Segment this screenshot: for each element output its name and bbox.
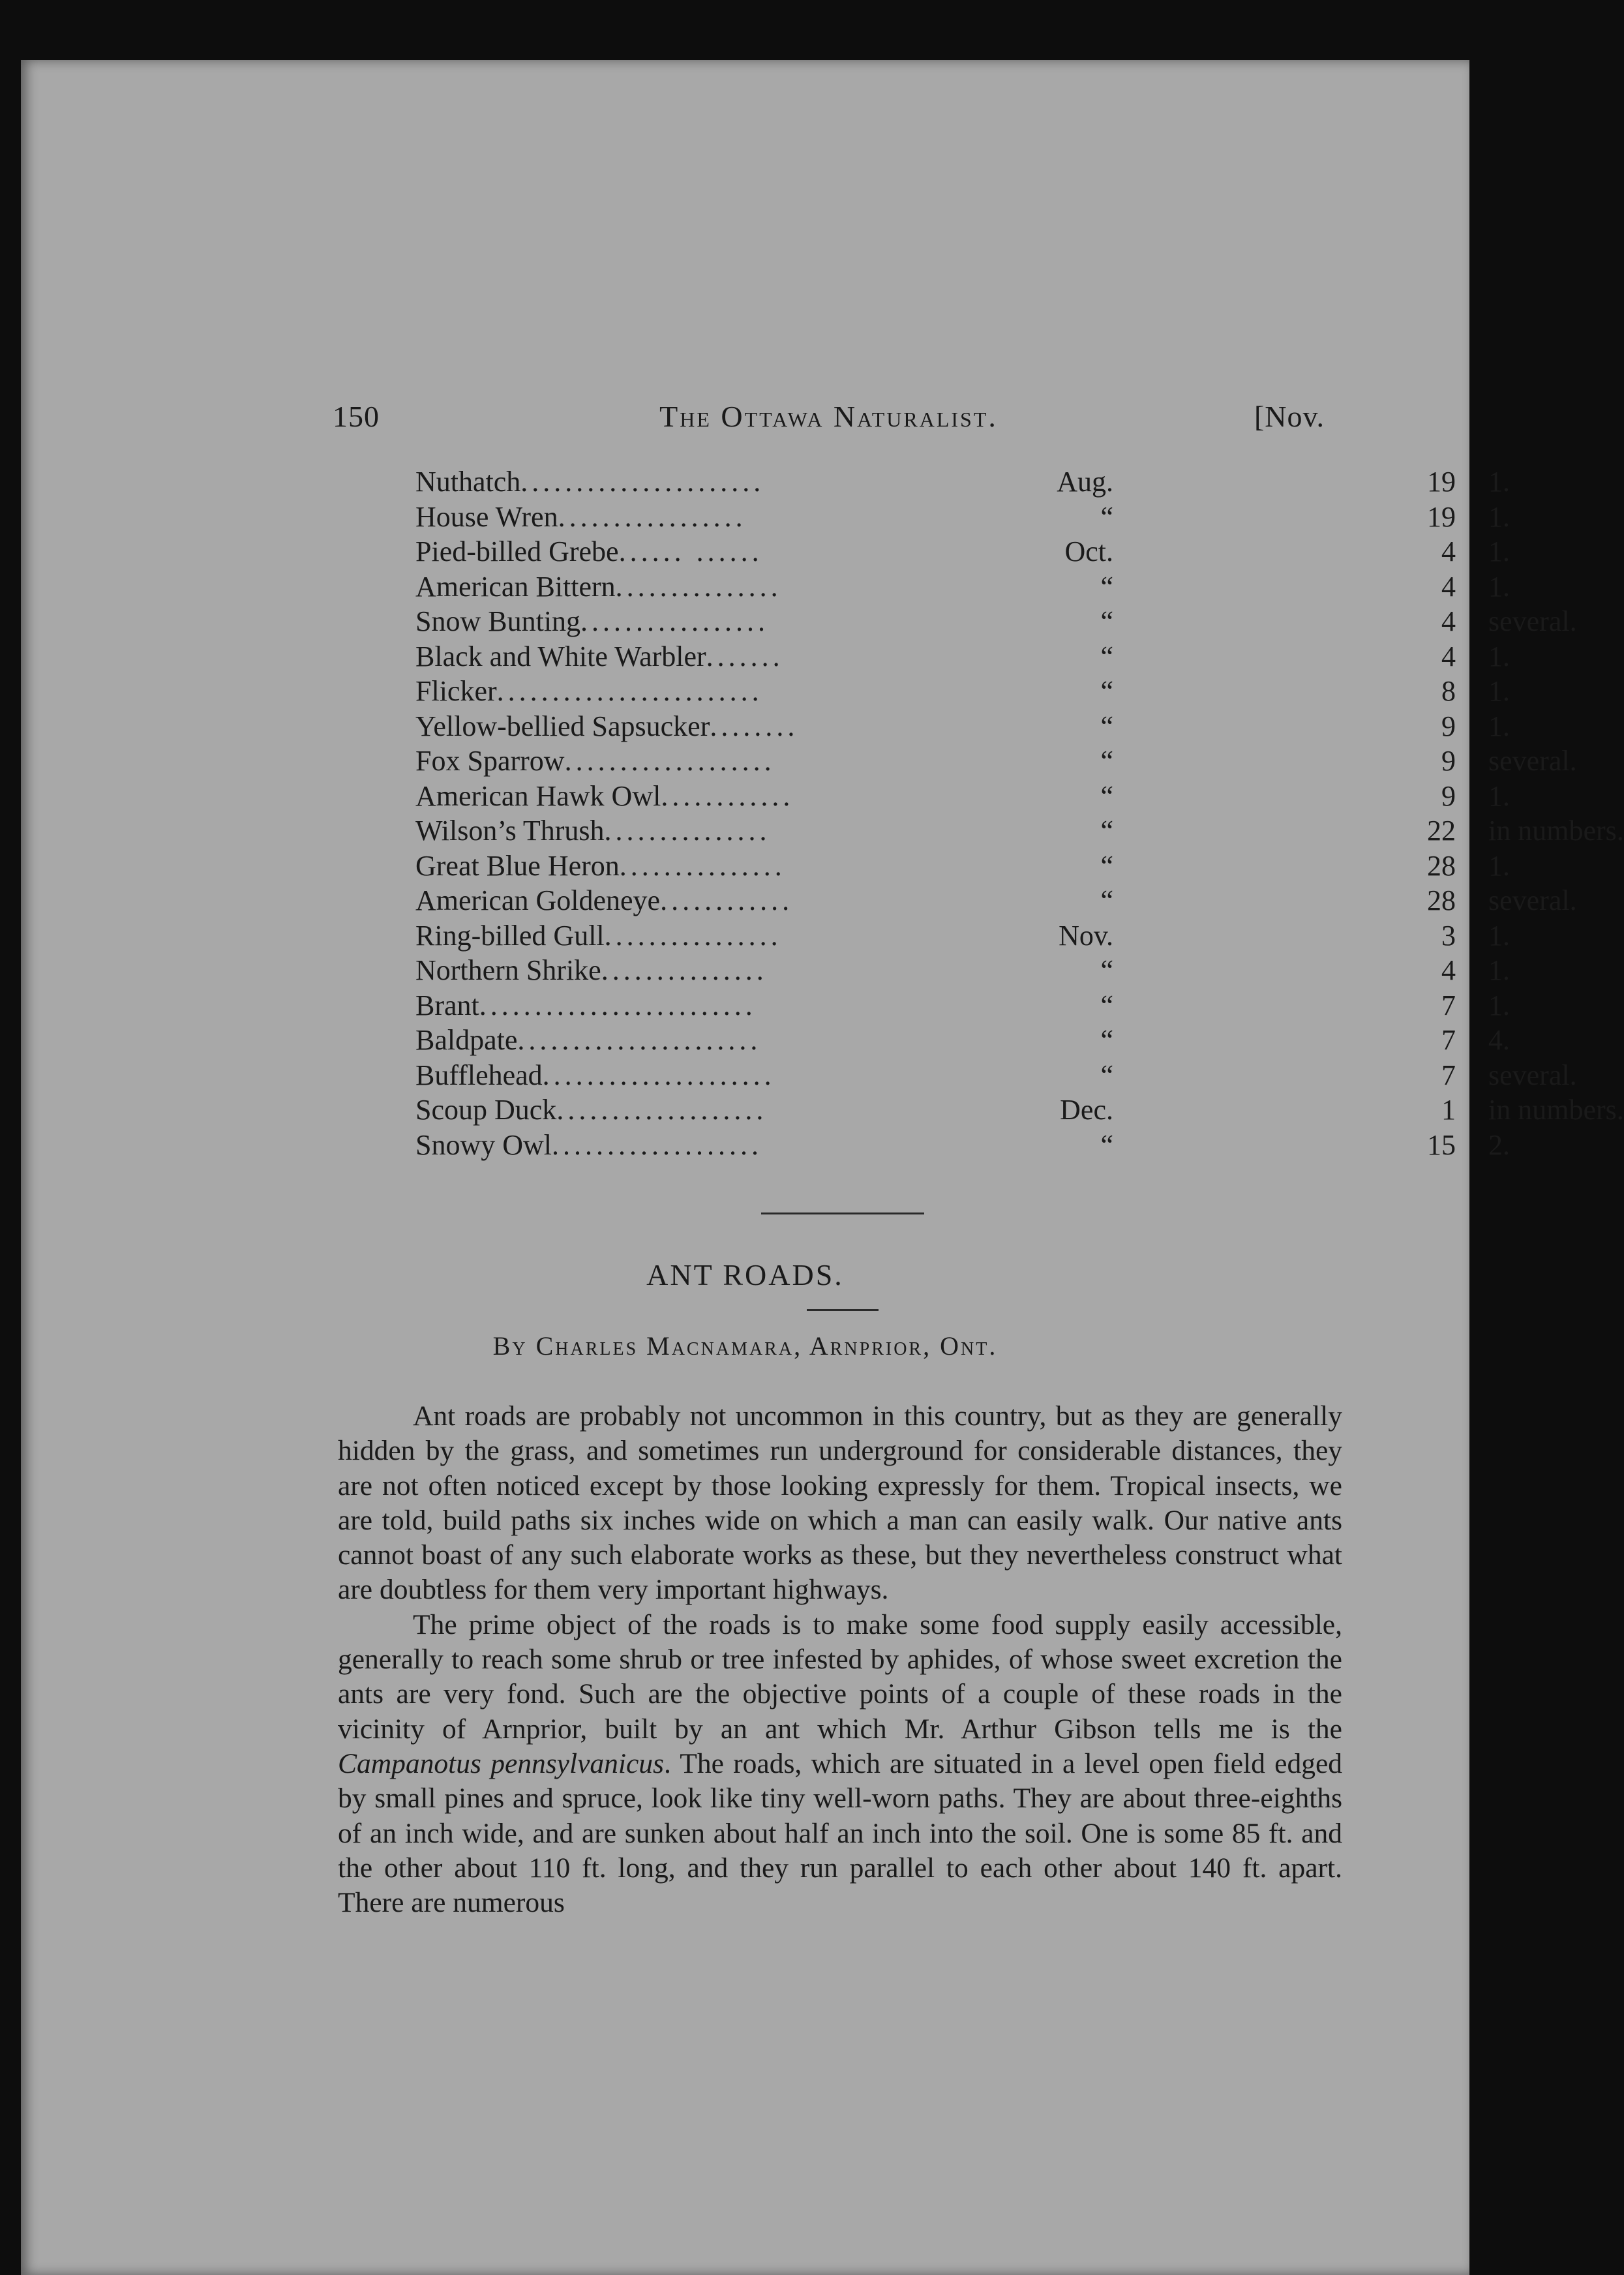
paragraph-2-text-a: The prime object of the roads is to make some food supply easily accessible, generally to reach some shrub or tree infested by aphides, of whose sweet excretion the ants are very fond. Such are the objective points of a couple of these roads in the vicinity of Arnprior, built by an ant which Mr. Arthur Gibson tells me is the (338, 1608, 1342, 1745)
dot-leader: ................... (564, 745, 775, 777)
dot-leader: ........................ (496, 675, 763, 707)
bird-record-row (415, 779, 1510, 814)
record-day: 3 (1441, 919, 1456, 952)
record-day: 1 (1441, 1094, 1456, 1126)
record-month: “ (1100, 1128, 1113, 1161)
record-month: “ (1100, 849, 1113, 882)
dot-leader: ...... ...... (618, 535, 763, 567)
record-count: 1. (1488, 535, 1510, 567)
record-day: 15 (1427, 1128, 1456, 1161)
bird-record-row (415, 534, 1510, 569)
bird-record-row (415, 953, 1510, 988)
bird-records-list (415, 464, 1624, 1162)
title-rule (807, 1309, 879, 1311)
record-count: several. (1488, 605, 1577, 637)
record-day: 28 (1427, 849, 1456, 882)
record-day: 8 (1441, 675, 1456, 707)
record-month: “ (1100, 954, 1113, 986)
record-count: 1. (1488, 989, 1510, 1021)
header-month: [Nov. (1254, 400, 1325, 433)
species-name: Campanotus pennsylvanicus (338, 1747, 664, 1779)
record-count: 1. (1488, 919, 1510, 952)
bird-name: American Bittern............... (415, 570, 782, 603)
record-count: in numbers. (1488, 1094, 1624, 1126)
record-count: 1. (1488, 849, 1510, 882)
bird-record-row (415, 1023, 1510, 1058)
dot-leader: ............... (601, 954, 768, 986)
dot-leader: ............ (661, 779, 794, 812)
bird-name: Scoup Duck................... (415, 1094, 768, 1126)
dot-leader: ........ (710, 710, 799, 742)
article-byline: By Charles Macnamara, Arnprior, Ont. (492, 1331, 998, 1361)
record-count: several. (1488, 745, 1577, 777)
record-day: 4 (1441, 535, 1456, 567)
record-month: “ (1100, 745, 1113, 777)
bird-name: Brant......................... (415, 989, 757, 1021)
record-day: 4 (1441, 954, 1456, 986)
bird-record-row (415, 639, 1510, 674)
dot-leader: ................. (580, 605, 770, 637)
bird-name: Great Blue Heron............... (415, 849, 786, 882)
record-count: 1. (1488, 954, 1510, 986)
record-month: “ (1100, 640, 1113, 672)
record-day: 4 (1441, 605, 1456, 637)
article-title: ANT ROADS. (646, 1258, 844, 1291)
bird-record-row (415, 1058, 1577, 1093)
record-day: 9 (1441, 745, 1456, 777)
dot-leader: ................... (552, 1128, 763, 1161)
bird-record-row (415, 709, 1510, 744)
record-month: “ (1100, 500, 1113, 533)
paragraph-2-text-b: . The roads, which are situated in a level open field edged by small pines and spruce, look like tiny well-worn paths. They are about three-eighths of an inch wide, and are sunken about half an inch into the soil. One is some 85 ft. and the other about 110 ft. long, and they run parallel to each other about 140 ft. apart. There are numerous (338, 1747, 1342, 1919)
bird-name: Pied-billed Grebe...... ...... (415, 535, 763, 567)
record-day: 28 (1427, 884, 1456, 916)
bird-name: Baldpate...................... (415, 1024, 762, 1056)
record-day: 9 (1441, 779, 1456, 812)
record-month: “ (1100, 779, 1113, 812)
record-count: 2. (1488, 1128, 1510, 1161)
bird-record-row (415, 1092, 1624, 1128)
record-month: “ (1100, 1024, 1113, 1056)
bird-name: House Wren................. (415, 500, 747, 533)
dot-leader: ...................... (517, 1024, 762, 1056)
bird-name: Snowy Owl................... (415, 1128, 763, 1161)
paragraph-1: Ant roads are probably not uncommon in this country, but as they are generally hidden by the grass, and sometimes run underground for considerable distances, they are not often noticed except by those looking expressly for them. Tropical insects, we are told, build paths six inches wide on which a man can easily walk. Our native ants cannot boast of any such elaborate works as these, but they nevertheless construct what are doubtless for them very important highways. (338, 1400, 1342, 1606)
record-day: 7 (1441, 989, 1456, 1021)
record-day: 22 (1427, 815, 1456, 847)
record-month: “ (1100, 570, 1113, 603)
bird-name: Wilson’s Thrush............... (415, 815, 771, 847)
dot-leader: ............... (604, 815, 771, 847)
bird-record-row (415, 918, 1510, 954)
record-count: several. (1488, 1059, 1577, 1091)
record-count: 1. (1488, 675, 1510, 707)
bird-record-row (415, 849, 1510, 884)
bird-record-row (415, 674, 1510, 709)
record-count: 1. (1488, 466, 1510, 498)
dot-leader: ............... (619, 849, 786, 882)
record-month: “ (1100, 605, 1113, 637)
bird-name: Ring-billed Gull................ (415, 919, 782, 952)
bird-name: Bufflehead..................... (415, 1059, 775, 1091)
dot-leader: ............ (660, 884, 794, 916)
dot-leader: ....... (706, 640, 784, 672)
record-month: “ (1100, 815, 1113, 847)
dot-leader: ...................... (520, 466, 765, 498)
record-count: 4. (1488, 1024, 1510, 1056)
record-day: 9 (1441, 710, 1456, 742)
record-count: 1. (1488, 570, 1510, 603)
bird-name: Northern Shrike............... (415, 954, 768, 986)
bird-name: Flicker........................ (415, 675, 763, 707)
bird-record-row (415, 1128, 1510, 1163)
bird-record-row (415, 988, 1510, 1023)
record-day: 4 (1441, 570, 1456, 603)
dot-leader: ................ (604, 919, 782, 952)
record-month: Aug. (1057, 466, 1113, 498)
record-month: Oct. (1064, 535, 1113, 567)
record-count: 1. (1488, 779, 1510, 812)
record-count: in numbers. (1488, 815, 1624, 847)
record-day: 7 (1441, 1024, 1456, 1056)
bird-record-row (415, 569, 1510, 605)
record-day: 19 (1427, 466, 1456, 498)
record-month: “ (1100, 884, 1113, 916)
record-count: 1. (1488, 640, 1510, 672)
journal-page (21, 60, 1624, 2275)
record-day: 4 (1441, 640, 1456, 672)
page-number: 150 (333, 400, 380, 433)
paragraph-2 (338, 1608, 1342, 1921)
record-count: 1. (1488, 710, 1510, 742)
bird-name: Nuthatch...................... (415, 466, 765, 498)
bird-name: Black and White Warbler....... (415, 640, 784, 672)
bird-record-row (415, 744, 1577, 779)
article-body (338, 1399, 1342, 1920)
dot-leader: ................. (558, 500, 747, 533)
dot-leader: ..................... (542, 1059, 775, 1091)
bird-record-row (415, 883, 1577, 918)
bird-name: Yellow-bellied Sapsucker........ (415, 710, 799, 742)
bird-record-row (415, 464, 1510, 500)
bird-name: Fox Sparrow................... (415, 745, 775, 777)
dot-leader: ......................... (479, 989, 757, 1021)
record-day: 7 (1441, 1059, 1456, 1091)
bird-name: American Hawk Owl............ (415, 779, 794, 812)
record-day: 19 (1427, 500, 1456, 533)
bird-record-row (415, 604, 1577, 639)
record-count: 1. (1488, 500, 1510, 533)
journal-title: The Ottawa Naturalist. (659, 400, 998, 433)
bird-name: American Goldeneye............ (415, 884, 794, 916)
record-count: several. (1488, 884, 1577, 916)
record-month: “ (1100, 675, 1113, 707)
record-month: Dec. (1060, 1094, 1113, 1126)
section-divider (761, 1213, 924, 1214)
record-month: Nov. (1059, 919, 1113, 952)
dot-leader: ............... (615, 570, 782, 603)
record-month: “ (1100, 989, 1113, 1021)
bird-record-row (415, 500, 1510, 535)
record-month: “ (1100, 1059, 1113, 1091)
dot-leader: ................... (556, 1094, 768, 1126)
bird-name: Snow Bunting................. (415, 605, 770, 637)
bird-record-row (415, 813, 1624, 849)
record-month: “ (1100, 710, 1113, 742)
running-header (333, 399, 1325, 438)
